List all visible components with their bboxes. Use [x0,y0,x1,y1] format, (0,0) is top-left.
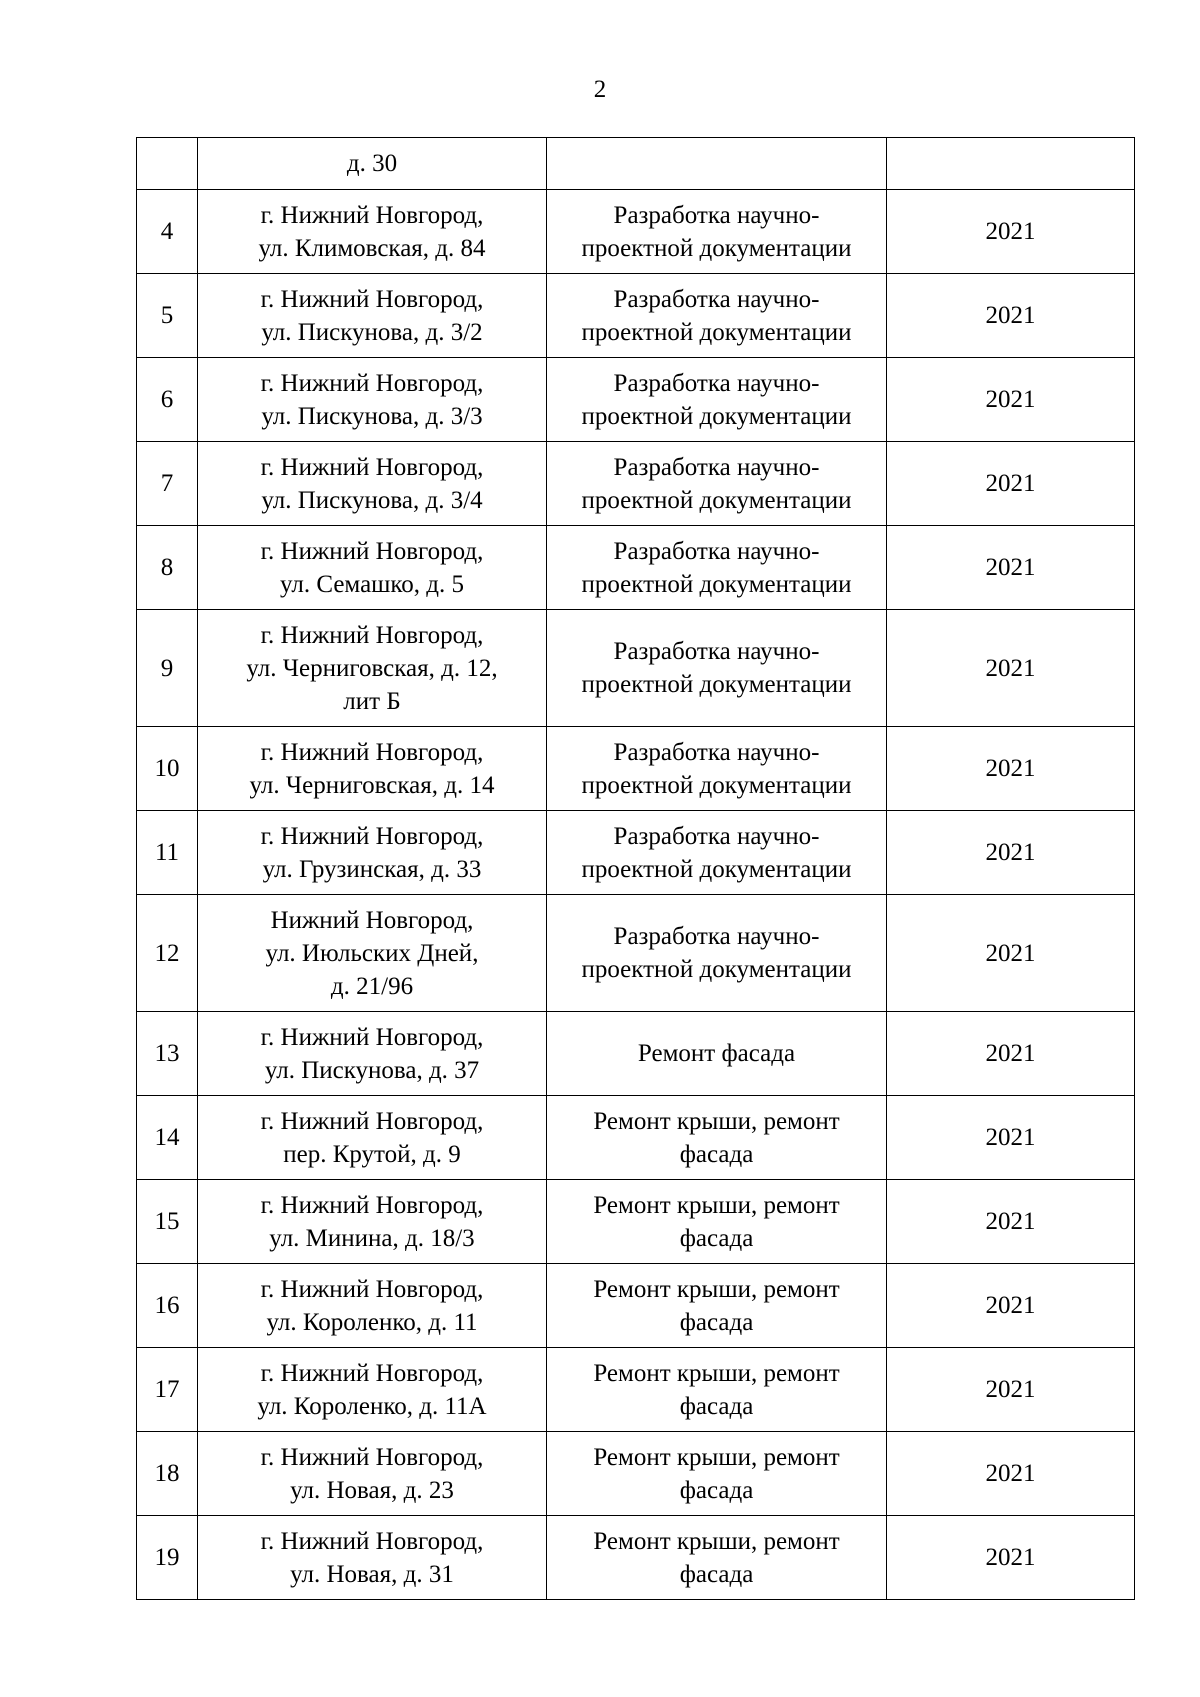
address-line: ул. Пискунова, д. 37 [264,1056,480,1084]
cell-year: 2021 [887,1180,1135,1264]
address-line: ул. Пискунова, д. 3/2 [261,318,483,346]
address-line: д. 30 [346,150,398,177]
table-row [137,358,1135,442]
table-row [137,610,1135,727]
cell-address [198,274,547,358]
address-line: ул. Черниговская, д. 12, [246,654,498,682]
table-row [137,1348,1135,1432]
cell-work-type [547,190,887,274]
cell-address [198,1516,547,1600]
cell-work-type [547,526,887,610]
cell-work-type [547,1516,887,1600]
cell-number [137,138,198,190]
table-row [137,138,1135,190]
cell-address [198,1264,547,1348]
address-line: г. Нижний Новгород, [260,1443,484,1471]
cell-work-type [547,1180,887,1264]
address-line: г. Нижний Новгород, [260,537,484,565]
work-line: Ремонт крыши, ремонт [593,1107,840,1135]
table-row [137,811,1135,895]
work-line: Разработка научно- [613,923,820,950]
cell-address [198,358,547,442]
cell-work-type [547,610,887,727]
work-line: проектной документации [581,402,852,430]
work-line: Разработка научно- [613,537,820,565]
cell-year: 2021 [887,610,1135,727]
address-line: г. Нижний Новгород, [260,1359,484,1387]
work-line: Ремонт крыши, ремонт [593,1527,840,1555]
work-line: проектной документации [581,570,852,598]
address-line: ул. Пискунова, д. 3/4 [261,486,483,514]
address-line: г. Нижний Новгород, [260,738,484,766]
cell-work-type [547,358,887,442]
address-line: г. Нижний Новгород, [260,369,484,397]
cell-address [198,1012,547,1096]
cell-year: 2021 [887,442,1135,526]
work-line: проектной документации [581,956,852,983]
work-line: проектной документации [581,486,852,514]
cell-year: 2021 [887,526,1135,610]
address-line: пер. Крутой, д. 9 [283,1140,461,1168]
table-body [137,138,1135,1600]
address-line: г. Нижний Новгород, [260,621,484,649]
address-line: г. Нижний Новгород, [260,1023,484,1051]
cell-year: 2021 [887,1516,1135,1600]
cell-number: 16 [137,1264,198,1348]
cell-number: 17 [137,1348,198,1432]
address-line: ул. Новая, д. 31 [290,1560,454,1588]
address-line: ул. Июльских Дней, [265,939,479,967]
work-line: Разработка научно- [613,453,820,481]
cell-address [198,1180,547,1264]
work-line: проектной документации [581,318,852,346]
cell-work-type [547,1264,887,1348]
address-line: г. Нижний Новгород, [260,1275,484,1303]
address-line: г. Нижний Новгород, [260,453,484,481]
cell-number: 13 [137,1012,198,1096]
cell-work-type [547,895,887,1012]
address-line: лит Б [343,687,401,715]
work-line: фасада [679,1140,754,1168]
work-line: фасада [679,1560,754,1588]
address-line: ул. Климовская, д. 84 [258,234,486,262]
cell-year: 2021 [887,811,1135,895]
cell-year: 2021 [887,895,1135,1012]
work-line: фасада [679,1476,754,1504]
work-line: Разработка научно- [613,201,820,229]
work-line: Разработка научно- [613,369,820,397]
work-line: Разработка научно- [613,822,820,850]
cell-number: 6 [137,358,198,442]
address-line: ул. Короленко, д. 11 [266,1308,478,1336]
address-line: Нижний Новгород, [270,906,474,934]
cell-work-type [547,727,887,811]
address-line: ул. Семашко, д. 5 [279,570,465,598]
table-row [137,727,1135,811]
table-row [137,1096,1135,1180]
work-line: фасада [679,1392,754,1420]
cell-address [198,727,547,811]
address-line: ул. Минина, д. 18/3 [269,1224,475,1252]
cell-number: 4 [137,190,198,274]
cell-work-type [547,138,887,190]
table-row [137,442,1135,526]
cell-address [198,610,547,727]
table-row [137,1264,1135,1348]
cell-year: 2021 [887,1012,1135,1096]
address-line: ул. Короленко, д. 11А [257,1392,487,1420]
address-line: г. Нижний Новгород, [260,822,484,850]
cell-number: 12 [137,895,198,1012]
cell-year [887,138,1135,190]
cell-address [198,811,547,895]
cell-year: 2021 [887,190,1135,274]
address-line: г. Нижний Новгород, [260,285,484,313]
cell-number: 8 [137,526,198,610]
table-row [137,895,1135,1012]
address-line: г. Нижний Новгород, [260,1191,484,1219]
cell-work-type [547,1012,887,1096]
cell-number: 5 [137,274,198,358]
cell-year: 2021 [887,358,1135,442]
address-line: г. Нижний Новгород, [260,201,484,229]
work-line: Ремонт крыши, ремонт [593,1275,840,1303]
work-line: фасада [679,1308,754,1336]
table-row [137,1012,1135,1096]
cell-number: 11 [137,811,198,895]
address-line: г. Нижний Новгород, [260,1527,484,1555]
cell-address [198,138,547,190]
cell-address [198,442,547,526]
work-line: проектной документации [581,855,852,883]
address-line: ул. Черниговская, д. 14 [249,771,495,799]
cell-number: 15 [137,1180,198,1264]
cell-address [198,190,547,274]
work-line: Ремонт фасада [637,1040,796,1067]
cell-address [198,895,547,1012]
table-row [137,1516,1135,1600]
address-line: г. Нижний Новгород, [260,1107,484,1135]
table-row [137,1432,1135,1516]
cell-number: 19 [137,1516,198,1600]
work-line: Ремонт крыши, ремонт [593,1443,840,1471]
cell-address [198,1432,547,1516]
cell-year: 2021 [887,1264,1135,1348]
table-row [137,526,1135,610]
cell-year: 2021 [887,727,1135,811]
page-number: 2 [593,76,607,103]
work-line: Разработка научно- [613,738,820,766]
cell-address [198,526,547,610]
cell-number: 18 [137,1432,198,1516]
address-line: ул. Пискунова, д. 3/3 [261,402,483,430]
table-row [137,1180,1135,1264]
cell-year: 2021 [887,1348,1135,1432]
work-line: Разработка научно- [613,638,820,665]
work-line: проектной документации [581,234,852,262]
cell-year: 2021 [887,1432,1135,1516]
cell-number: 7 [137,442,198,526]
cell-work-type [547,442,887,526]
work-line: Ремонт крыши, ремонт [593,1191,840,1219]
table-row [137,274,1135,358]
cell-number: 14 [137,1096,198,1180]
cell-work-type [547,1348,887,1432]
table-row [137,190,1135,274]
work-line: проектной документации [581,771,852,799]
cell-work-type [547,274,887,358]
cell-work-type [547,811,887,895]
cell-address [198,1348,547,1432]
cell-work-type [547,1432,887,1516]
work-line: проектной документации [581,671,852,698]
address-line: д. 21/96 [330,972,414,1000]
cell-year: 2021 [887,1096,1135,1180]
objects-table [136,137,1135,1600]
cell-work-type [547,1096,887,1180]
cell-number: 10 [137,727,198,811]
address-line: ул. Грузинская, д. 33 [262,855,482,883]
work-line: Разработка научно- [613,285,820,313]
cell-number: 9 [137,610,198,727]
cell-year: 2021 [887,274,1135,358]
work-line: Ремонт крыши, ремонт [593,1359,840,1387]
cell-address [198,1096,547,1180]
address-line: ул. Новая, д. 23 [290,1476,454,1504]
work-line: фасада [679,1224,754,1252]
